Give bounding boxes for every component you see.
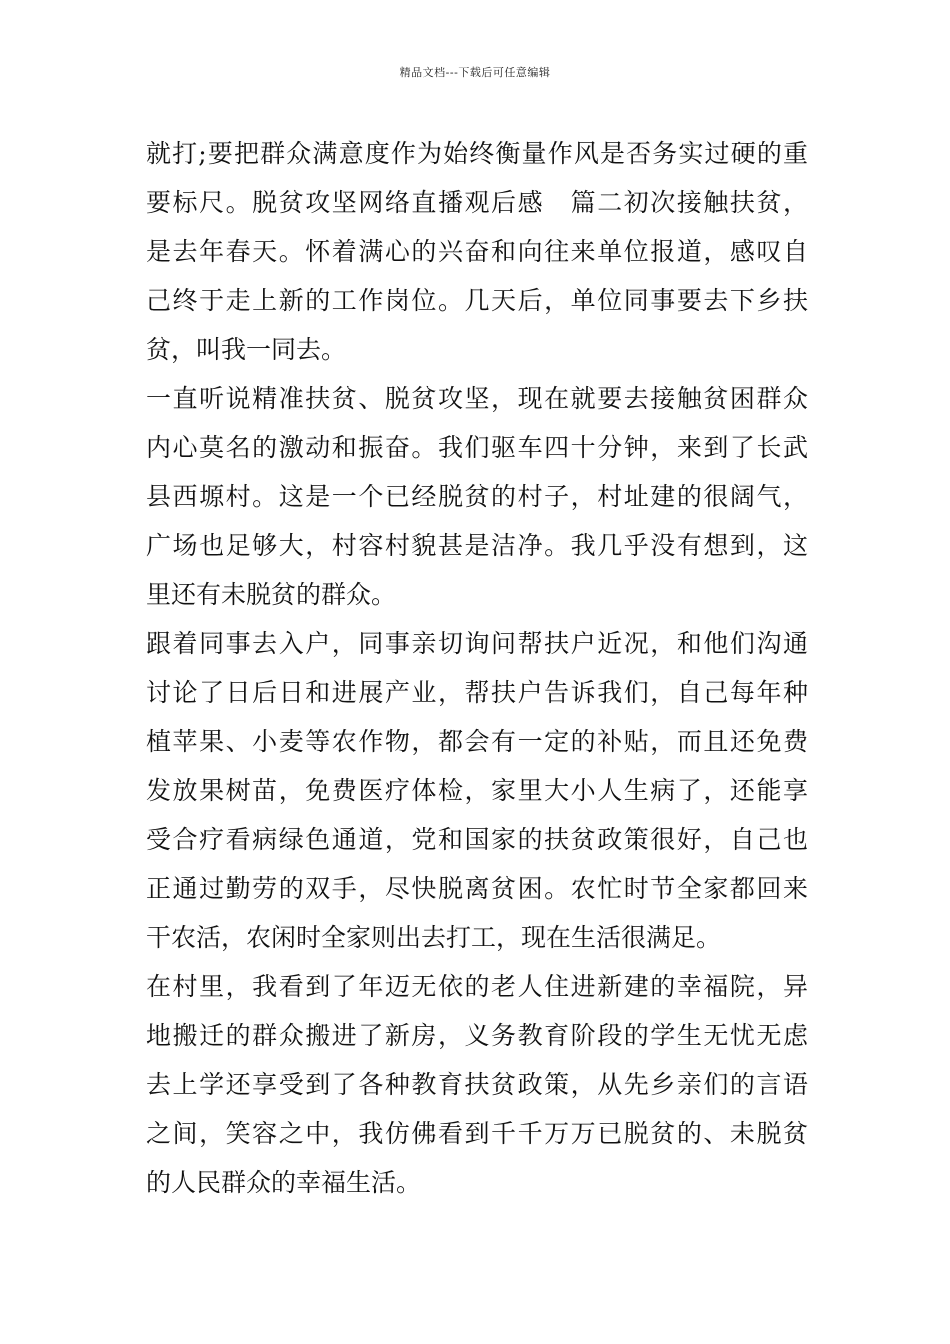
- text-line: 的人民群众的幸福生活。: [146, 1168, 422, 1197]
- paragraph-4: [146, 962, 808, 1207]
- text-line: 之间，笑容之中，我仿佛看到千千万万已脱贫的、未脱贫: [146, 1119, 808, 1148]
- text-line: 发放果树苗，免费医疗体检，家里大小人生病了，还能享: [146, 776, 808, 805]
- text-line: 一直听说精准扶贫、脱贫攻坚，现在就要去接触贫困群众: [146, 384, 808, 413]
- text-line: 里还有未脱贫的群众。: [146, 580, 397, 609]
- text-line: 正通过勤劳的双手，尽快脱离贫困。农忙时节全家都回来: [146, 874, 808, 903]
- text-line: 跟着同事去入户，同事亲切询问帮扶户近况，和他们沟通: [146, 629, 808, 658]
- body-text: [146, 129, 808, 1207]
- text-line: 讨论了日后日和进展产业，帮扶户告诉我们，自己每年种: [146, 678, 808, 707]
- text-line: 植苹果、小麦等农作物，都会有一定的补贴，而且还免费: [146, 727, 808, 756]
- text-line: 受合疗看病绿色通道，党和国家的扶贫政策很好，自己也: [146, 825, 808, 854]
- text-line: 在村里，我看到了年迈无依的老人住进新建的幸福院，异: [146, 972, 808, 1001]
- text-line: 广场也足够大，村容村貌甚是洁净。我几乎没有想到，这: [146, 531, 808, 560]
- text-line: 是去年春天。怀着满心的兴奋和向往来单位报道，感叹自: [146, 237, 808, 266]
- paragraph-3: [146, 619, 808, 962]
- text-line: 县西塬村。这是一个已经脱贫的村子，村址建的很阔气，: [146, 482, 808, 511]
- text-line: 地搬迁的群众搬进了新房，义务教育阶段的学生无忧无虑: [146, 1021, 808, 1050]
- page-header: 精品文档---下载后可任意编辑: [399, 66, 551, 79]
- paragraph-2: [146, 374, 808, 619]
- text-line: 内心莫名的激动和振奋。我们驱车四十分钟，来到了长武: [146, 433, 808, 462]
- text-line: 干农活，农闲时全家则出去打工，现在生活很满足。: [146, 923, 722, 952]
- text-line: 要标尺。脱贫攻坚网络直播观后感 篇二初次接触扶贫，: [146, 188, 808, 217]
- text-line: 就打;要把群众满意度作为始终衡量作风是否务实过硬的重: [146, 139, 808, 168]
- text-line: 贫，叫我一同去。: [146, 335, 347, 364]
- text-line: 去上学还享受到了各种教育扶贫政策，从先乡亲们的言语: [146, 1070, 808, 1099]
- paragraph-1: [146, 129, 808, 374]
- text-line: 己终于走上新的工作岗位。几天后，单位同事要去下乡扶: [146, 286, 808, 315]
